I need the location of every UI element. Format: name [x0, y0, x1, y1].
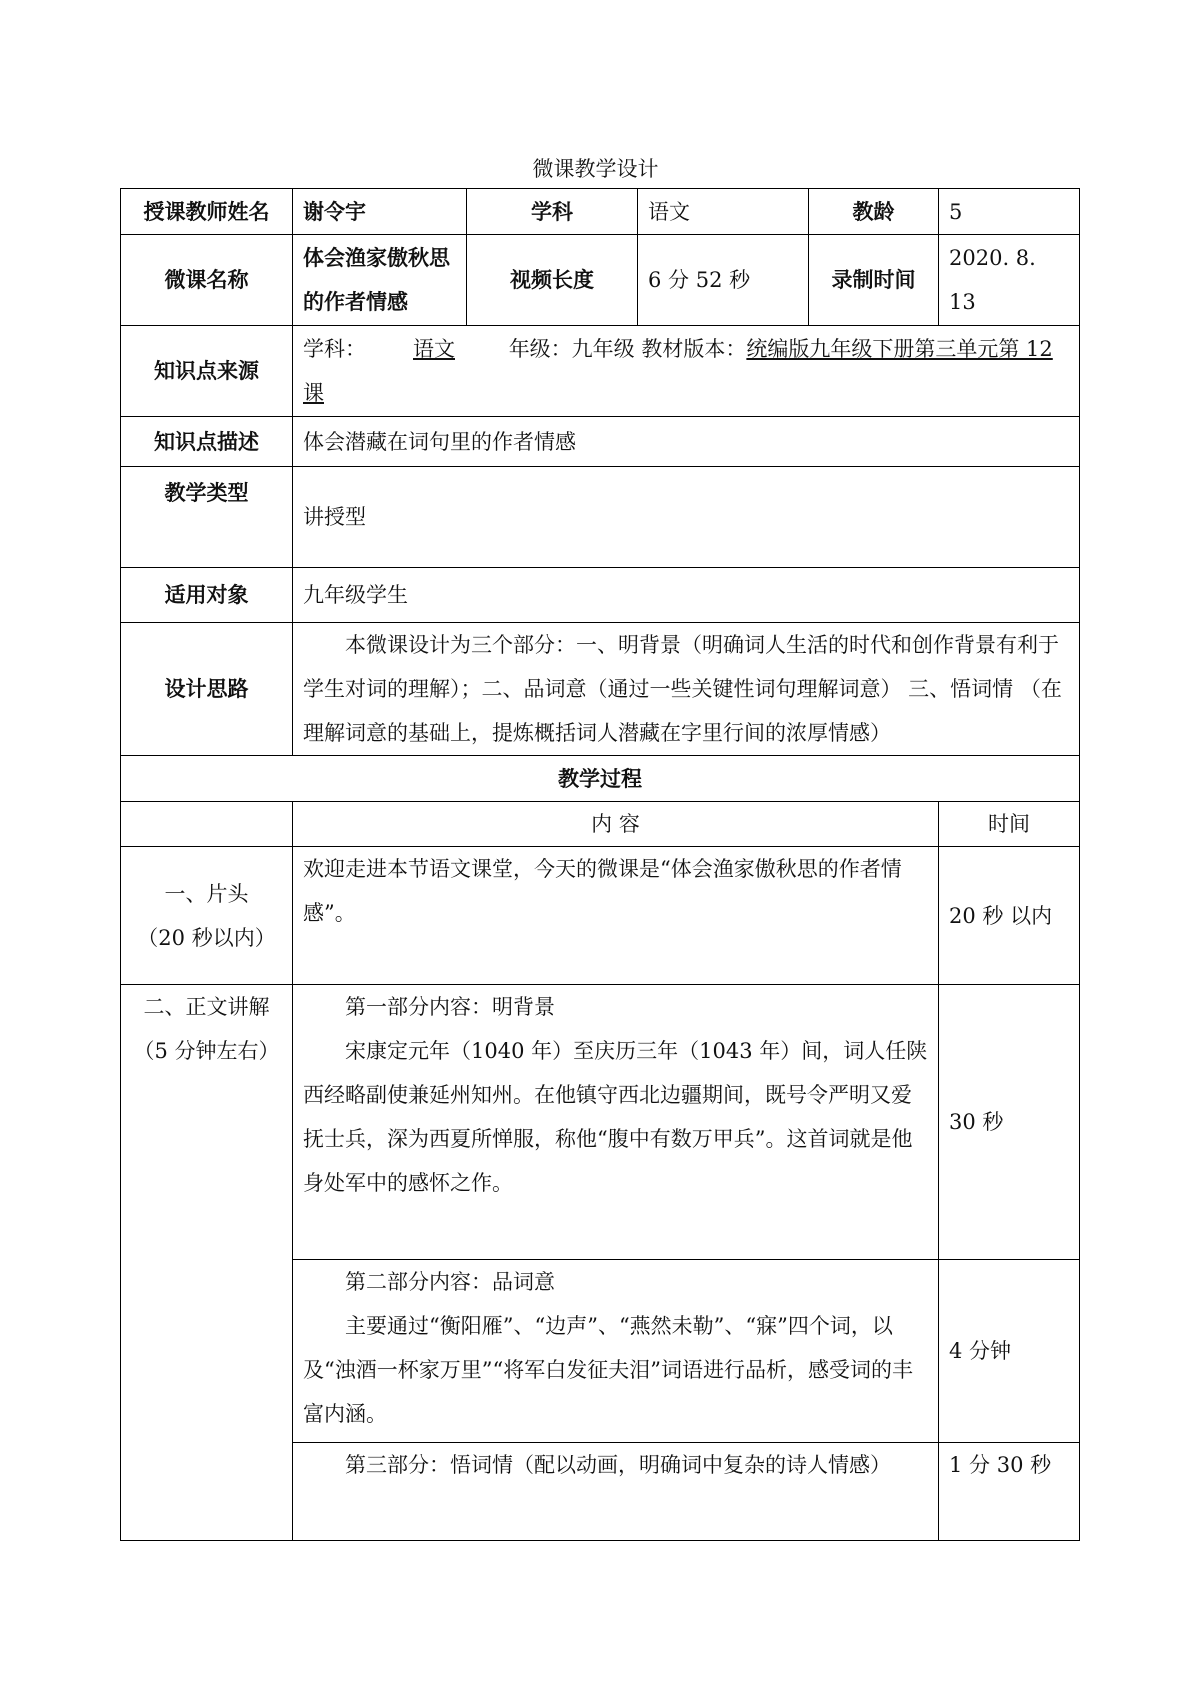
length-label: 视频长度 — [467, 235, 638, 326]
lesson-design-table — [120, 188, 1080, 1541]
source-label: 知识点来源 — [121, 326, 293, 417]
years-value: 5 — [939, 189, 1080, 235]
type-row — [121, 467, 1080, 568]
main-part2-content — [293, 1260, 939, 1443]
source-edition-value: 统编版九年级下册第三单元第 12 课 — [303, 337, 1053, 405]
subject-label: 学科 — [467, 189, 638, 235]
source-subject-prefix: 学科： — [303, 337, 366, 361]
process-heading: 教学过程 — [121, 756, 1080, 802]
process-header-row — [121, 802, 1080, 847]
description-label: 知识点描述 — [121, 417, 293, 467]
course-row — [121, 235, 1080, 326]
design-value: 本微课设计为三个部分：一、明背景（明确词人生活的时代和创作背景有利于学生对词的理解）；二、品词意（通过一些关键性词句理解词意） 三、悟词情 （在理解词意的基础上，提炼概括词人潜藏在字里行间的浓厚情感） — [293, 623, 1080, 756]
main-stage-line1: 二、正文讲解 — [143, 995, 270, 1019]
description-row — [121, 417, 1080, 467]
teacher-name: 谢令宇 — [293, 189, 467, 235]
main-stage — [121, 985, 293, 1541]
audience-label: 适用对象 — [121, 568, 293, 623]
course-name: 体会渔家傲秋思的作者情感 — [293, 235, 467, 326]
source-grade: 年级：九年级 — [508, 337, 635, 361]
design-row — [121, 623, 1080, 756]
design-label: 设计思路 — [121, 623, 293, 756]
subject-value: 语文 — [638, 189, 809, 235]
record-date: 2020. 8. 13 — [939, 235, 1080, 326]
course-label: 微课名称 — [121, 235, 293, 326]
main-part3-heading: 第三部分：悟词情（配以动画，明确词中复杂的诗人情感） — [345, 1453, 891, 1477]
audience-value: 九年级学生 — [293, 568, 1080, 623]
type-value: 讲授型 — [293, 467, 1080, 568]
intro-stage-line1: 一、片头 — [164, 881, 249, 906]
source-subject-value: 语文 — [413, 337, 455, 361]
description-value: 体会潜藏在词句里的作者情感 — [293, 417, 1080, 467]
intro-time: 20 秒 以内 — [939, 847, 1080, 985]
record-label: 录制时间 — [809, 235, 939, 326]
process-header-time: 时间 — [939, 802, 1080, 847]
document-title: 微课教学设计 — [532, 157, 659, 181]
main-part1-heading: 第一部分内容：明背景 — [345, 995, 555, 1019]
intro-row — [121, 847, 1080, 985]
main-stage-line2: （5 分钟左右） — [133, 1039, 280, 1063]
intro-content: 欢迎走进本节语文课堂，今天的微课是“体会渔家傲秋思的作者情感”。 — [293, 847, 939, 985]
process-header-content: 内 容 — [293, 802, 939, 847]
years-label: 教龄 — [809, 189, 939, 235]
intro-stage-line2: （20 秒以内） — [137, 925, 276, 950]
teacher-row — [121, 189, 1080, 235]
main-part1-content — [293, 985, 939, 1260]
main-part1-body: 宋康定元年（1040 年）至庆历三年（1043 年）间，词人任陕西经略副使兼延州知州。在他镇守西北边疆期间，既号令严明又爱抚士兵，深为西夏所惮服，称他“腹中有数万甲兵”。这首词就是他身处军中的感怀之作。 — [303, 1039, 928, 1195]
audience-row — [121, 568, 1080, 623]
teacher-label: 授课教师姓名 — [121, 189, 293, 235]
main-part3-time: 1 分 30 秒 — [939, 1443, 1080, 1541]
length-value: 6 分 52 秒 — [638, 235, 809, 326]
type-label: 教学类型 — [121, 467, 293, 568]
source-value — [293, 326, 1080, 417]
process-header-stage — [121, 802, 293, 847]
main-part2-body: 主要通过“衡阳雁”、“边声”、“燕然未勒”、“寐”四个词，以及“浊酒一杯家万里”“将军白发征夫泪”词语进行品析，感受词的丰富内涵。 — [303, 1314, 913, 1426]
main-part3-content — [293, 1443, 939, 1541]
main-part1-time: 30 秒 — [939, 985, 1080, 1260]
process-heading-row — [121, 756, 1080, 802]
intro-stage — [121, 847, 293, 985]
main-part1-row — [121, 985, 1080, 1260]
main-part2-heading: 第二部分内容：品词意 — [345, 1270, 555, 1294]
source-row — [121, 326, 1080, 417]
source-edition-prefix: 教材版本： — [641, 337, 747, 361]
main-part2-time: 4 分钟 — [939, 1260, 1080, 1443]
